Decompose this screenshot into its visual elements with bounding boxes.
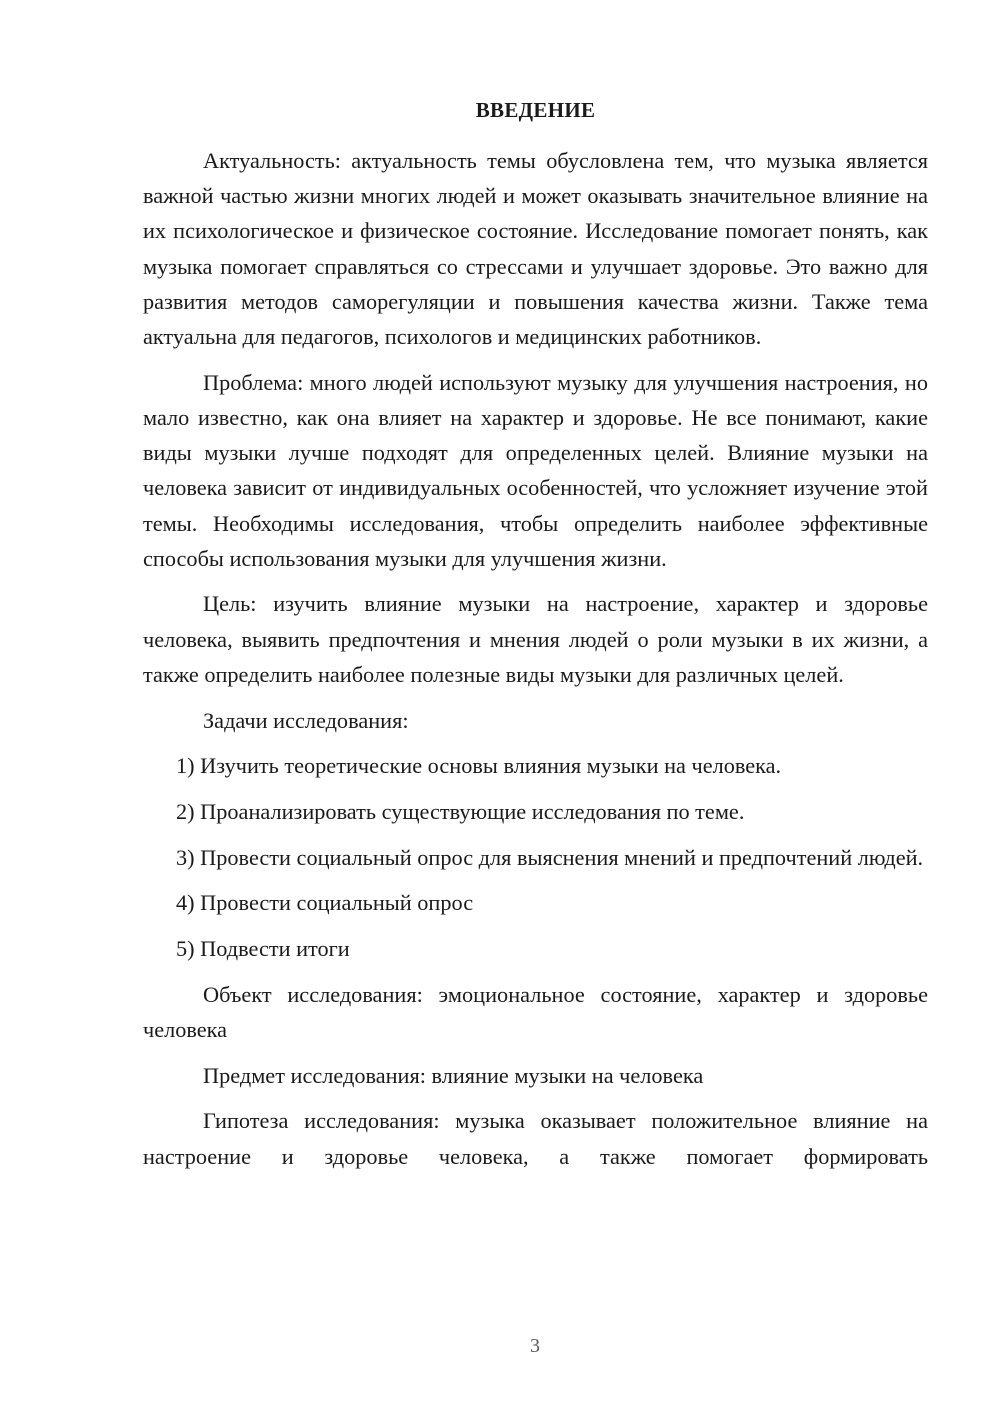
- tasks-title: Задачи исследования:: [203, 707, 409, 733]
- task-item-3: 3) Провести социальный опрос для выяснения мнений и предпочтений людей.: [176, 844, 924, 870]
- page-number: 3: [530, 1335, 540, 1357]
- paragraph-goal: Цель: изучить влияние музыки на настроение, характер и здоровье человека, выявить предпочтения и мнения людей о роли музыки в их жизни, а также определить наиболее полезные виды музыки для различных целей.: [143, 591, 928, 687]
- task-item-5: 5) Подвести итоги: [176, 936, 350, 962]
- task-item-4: 4) Провести социальный опрос: [176, 890, 474, 916]
- task-item-1: 1) Изучить теоретические основы влияния музыки на человека.: [176, 753, 782, 779]
- paragraph-object: Объект исследования: эмоциональное состояние, характер и здоровье человека: [143, 981, 928, 1042]
- paragraph-relevance: Актуальность: актуальность темы обусловлена тем, что музыка является важной частью жизни многих людей и может оказывать значительное влияние на их психологическое и физическое состояние. Исследование помогает понять, как музыка помогает справляться со стрессами и улучшает здоровье. Это важно для развития методов саморегуляции и повышения качества жизни. Также тема актуальна для педагогов, психологов и медицинских работников.: [143, 148, 928, 350]
- document-body: [143, 143, 928, 1174]
- task-item-2: 2) Проанализировать существующие исследования по теме.: [176, 798, 745, 824]
- section-heading: ВВЕДЕНИЕ: [475, 98, 596, 122]
- paragraph-hypothesis: Гипотеза исследования: музыка оказывает положительное влияние на настроение и здоровье человека, а также помогает формировать: [143, 1108, 928, 1169]
- paragraph-subject: Предмет исследования: влияние музыки на человека: [203, 1062, 704, 1088]
- paragraph-problem: Проблема: много людей используют музыку для улучшения настроения, но мало известно, как она влияет на характер и здоровье. Не все понимают, какие виды музыки лучше подходят для определенных целей. Влияние музыки на человека зависит от индивидуальных особенностей, что усложняет изучение этой темы. Необходимы исследования, чтобы определить наиболее эффективные способы использования музыки для улучшения жизни.: [143, 369, 928, 571]
